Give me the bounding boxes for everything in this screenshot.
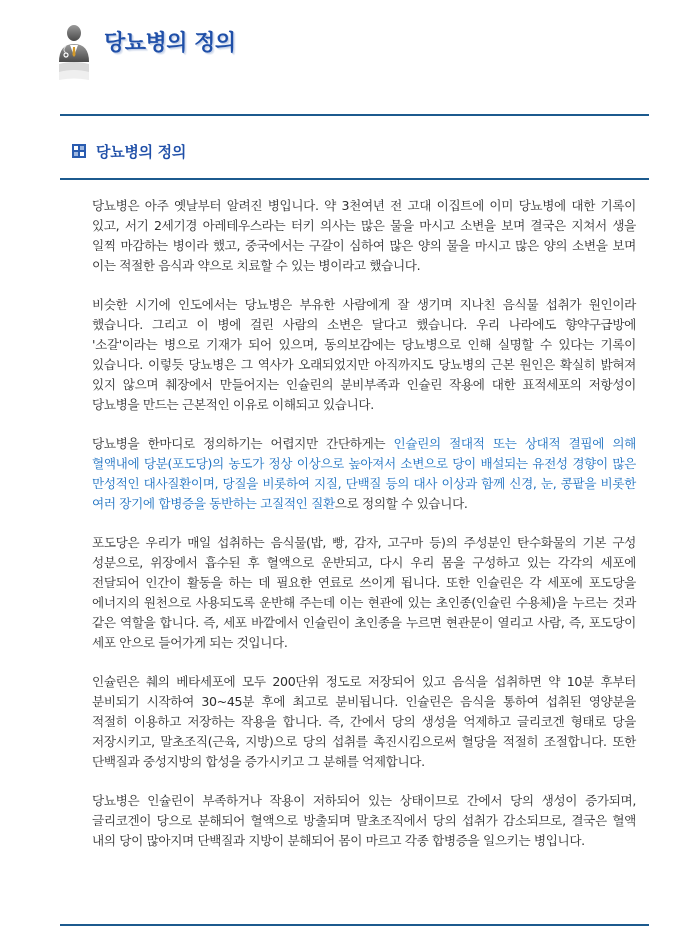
paragraph-glucose: 포도당은 우리가 매일 섭취하는 음식물(밥, 빵, 감자, 고구마 등)의 주성분인 탄수화물의 기본 구성 성분으로, 위장에서 흡수된 후 혈액으로 운반되고, 다시 우리 몸을 구성하고 있는 각각의 세포에 전달되어 인간이 활동을 하는 데 필요한 연료로 쓰이게 됩니다. 또한 인슐린은 각 세포에 포도당을 에너지의 원천으로 사용되도록 운반해 주는데 이는 현관에 있는 초인종(인슐린 수용체)을 누르는 것과 같은 역할을 합니다. 즉, 세포 바깥에서 인슐린이 초인종을 누르면 현관문이 열리고 사람, 즉, 포도당이 세포 안으로 들어가게 되는 것입니다. xyxy=(92,535,637,650)
bottom-divider xyxy=(60,924,649,926)
paragraph-cause: 비슷한 시기에 인도에서는 당뇨병은 부유한 사람에게 잘 생기며 지나친 음식물 섭취가 원인이라 했습니다. 그리고 이 병에 걸린 사람의 소변은 달다고 했습니다. 우리 나라에도 향약구급방에 '소갈'이라는 병으로 기재가 되어 있으며, 동의보감에는 당뇨병으로 인해 실명할 수 있다는 기록이 있습니다. 이렇듯 당뇨병은 그 역사가 오래되었지만 아직까지도 당뇨병의 근본 원인은 확실히 밝혀져 있지 않으며 췌장에서 만들어지는 인슐린의 분비부족과 인슐린 작용에 대한 표적세포의 저항성이 당뇨병을 만드는 근본적인 이유로 이해되고 있습니다. xyxy=(92,297,636,412)
definition-outro: 으로 정의할 수 있습니다. xyxy=(334,496,468,511)
article-body xyxy=(92,196,636,870)
paragraph-history: 당뇨병은 아주 옛날부터 알려진 병입니다. 약 3천여년 전 고대 이집트에 이미 당뇨병에 대한 기록이 있고, 서기 2세기경 아레테우스라는 터키 의사는 많은 물을 마시고 소변을 보며 결국은 지쳐서 생을 일찍 마감하는 병이라 했고, 중국에서는 구갈이 심하여 많은 양의 물을 마시고 많은 양의 소변을 보며 이는 적절한 음식과 약으로 치료할 수 있는 병이라고 했습니다. xyxy=(92,198,636,273)
paragraph-mechanism: 당뇨병은 인슐린이 부족하거나 작용이 저하되어 있는 상태이므로 간에서 당의 생성이 증가되며, 글리코겐이 당으로 분해되어 혈액으로 방출되며 말초조직에서 당의 섭취가 감소되므로, 결국은 혈액 내의 당이 많아지며 단백질과 지방이 분해되어 몸이 마르고 각종 합병증을 일으키는 병입니다. xyxy=(92,793,636,848)
square-bullet-icon xyxy=(72,144,86,158)
definition-intro: 당뇨병을 한마디로 정의하기는 어렵지만 간단하게는 xyxy=(92,436,394,451)
definition-highlight: 인슐린의 절대적 또는 상대적 결핍에 의해 혈액내에 당분(포도당)의 농도가 정상 이상으로 높아져서 소변으로 당이 배설되는 유전성 경향이 많은 만성적인 대사질환이며, 당질을 비롯하여 지질, 단백질 등의 대사 이상과 함께 신경, 눈, 콩팥을 비롯한 여러 장기에 합병증을 동반하는 고질적인 질환 xyxy=(92,436,636,511)
paragraph-insulin: 인슐린은 췌의 베타세포에 모두 200단위 정도로 저장되어 있고 음식을 섭취하면 약 10분 후부터 분비되기 시작하여 30~45분 후에 최고로 분비됩니다. 인슐린은 음식을 통하여 섭취된 영양분을 적절히 이용하고 저장하는 작용을 합니다. 즉, 간에서 당의 생성을 억제하고 글리코겐 형태로 당을 저장시키고, 말초조직(근육, 지방)으로 당의 섭취를 촉진시킴으로써 혈당을 적절히 조절합니다. 또한 단백질과 중성지방의 합성을 증가시키고 그 분해를 억제합니다. xyxy=(92,674,636,769)
page-title: 당뇨병의 정의 xyxy=(104,31,236,56)
top-divider xyxy=(60,114,649,116)
paragraph-definition xyxy=(92,434,636,514)
section-heading xyxy=(72,140,632,164)
page-header xyxy=(56,18,656,82)
section-divider xyxy=(60,178,649,180)
doctor-icon xyxy=(56,22,92,80)
section-title: 당뇨병의 정의 xyxy=(96,143,187,161)
